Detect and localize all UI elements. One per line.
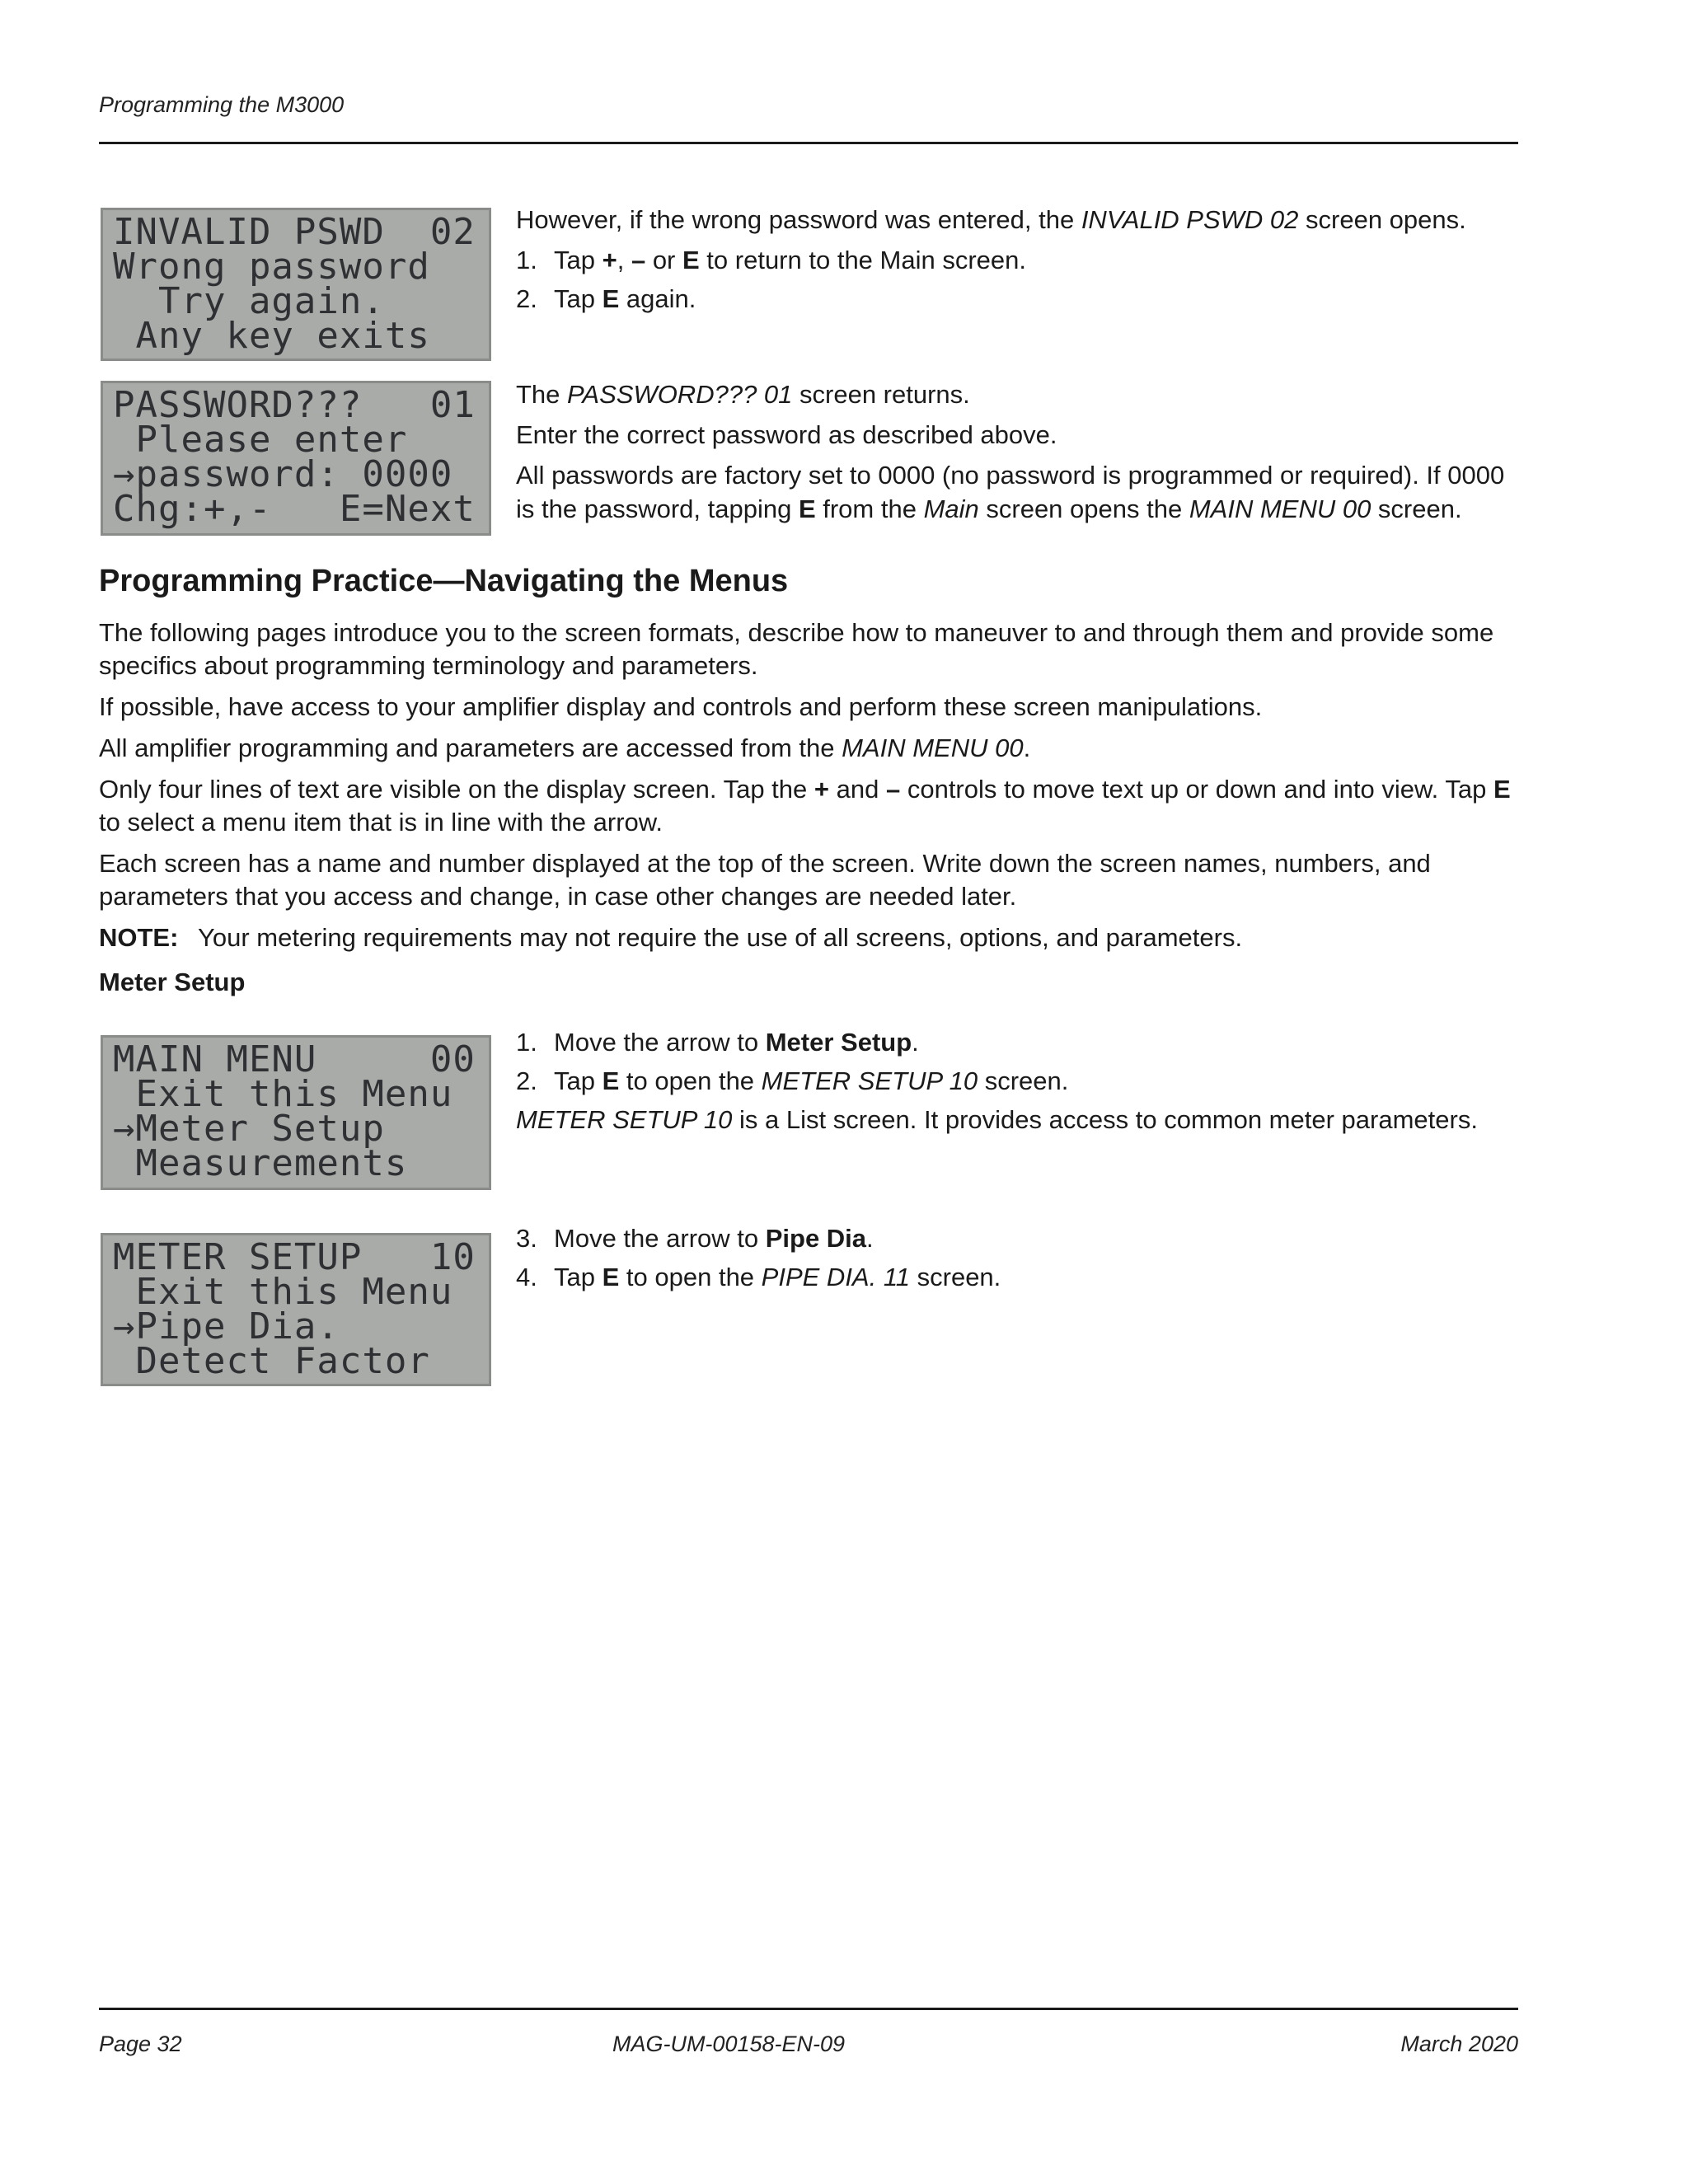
key-label: E <box>798 494 816 523</box>
lcd-line: Detect Factor <box>113 1340 430 1382</box>
meter-setup-steps <box>516 1025 1518 1143</box>
text: is a List screen. It provides access to common meter parameters. <box>732 1105 1478 1134</box>
paragraph: The following pages introduce you to the screen formats, describe how to maneuver to and through them and provide some specifics about programming terminology and parameters. <box>99 618 1494 680</box>
key-label: E <box>602 284 620 313</box>
step-number: 1. <box>516 1028 537 1057</box>
section-title: Programming Practice—Navigating the Menus <box>99 564 789 598</box>
document-id: MAG-UM-00158-EN-09 <box>612 2032 846 2056</box>
lcd-line: Any key exits <box>113 315 430 357</box>
step-item <box>516 282 1518 316</box>
lcd-invalid-password <box>101 208 491 361</box>
screen-name: PASSWORD??? 01 <box>567 380 793 409</box>
paragraph <box>99 732 1518 765</box>
text: to select a menu item that is in line with the arrow. <box>99 808 663 837</box>
screen-name: MAIN MENU 00 <box>842 733 1024 762</box>
text: All amplifier programming and parameters are accessed from the <box>99 733 842 762</box>
step-item <box>516 243 1518 277</box>
screen-name: Main <box>923 494 979 523</box>
note-text: Your metering requirements may not require the use of all screens, options, and parameters. <box>198 923 1243 952</box>
text: Tap <box>554 1066 603 1095</box>
step-item <box>516 1221 1518 1255</box>
key-label: + <box>602 246 617 274</box>
text: screen opens the <box>978 494 1189 523</box>
lcd-line: →Meter Setup <box>113 1108 385 1150</box>
text: to open the <box>619 1263 762 1291</box>
step-number: 3. <box>516 1224 537 1253</box>
paragraph <box>516 203 1518 237</box>
text: . <box>912 1028 919 1057</box>
text: and <box>829 775 886 804</box>
note <box>99 921 1518 954</box>
paragraph: Each screen has a name and number displayed at the top of the screen. Write down the screen names, numbers, and parameters that you access and change, in case other changes are needed later. <box>99 849 1431 911</box>
text: to return to the Main screen. <box>699 246 1026 274</box>
text: or <box>645 246 682 274</box>
lcd-line: METER SETUP 10 <box>113 1236 476 1278</box>
menu-item-label: Meter Setup <box>765 1028 912 1057</box>
step-number: 2. <box>516 1066 537 1095</box>
key-label: E <box>602 1263 620 1291</box>
paragraph: If possible, have access to your amplifier display and controls and perform these screen manipulations. <box>99 692 1263 721</box>
running-header: Programming the M3000 <box>99 92 345 117</box>
text: screen. <box>910 1263 1001 1291</box>
footer-rule <box>99 2008 1518 2010</box>
lcd-line: →Pipe Dia. <box>113 1305 340 1347</box>
text: The <box>516 380 568 409</box>
password-returns-text <box>516 377 1518 532</box>
publication-date: March 2020 <box>1400 2032 1518 2056</box>
lcd-line: PASSWORD??? 01 <box>113 384 476 426</box>
lcd-meter-setup <box>101 1233 491 1386</box>
lcd-line: Measurements <box>113 1142 408 1184</box>
paragraph: Enter the correct password as described above. <box>516 420 1057 449</box>
note-label: NOTE: <box>99 923 179 952</box>
key-label: + <box>814 775 830 804</box>
page-number: Page 32 <box>99 2032 182 2056</box>
lcd-line: INVALID PSWD 02 <box>113 211 476 253</box>
lcd-line: →password: 0000 <box>113 453 453 495</box>
lcd-line: Please enter <box>113 419 408 461</box>
screen-name: MAIN MENU 00 <box>1189 494 1372 523</box>
text: screen. <box>978 1066 1069 1095</box>
step-number: 4. <box>516 1263 537 1291</box>
header-rule <box>99 142 1518 144</box>
text: However, if the wrong password was entered, the <box>516 205 1081 234</box>
lcd-line: Chg:+,- E=Next <box>113 488 476 530</box>
screen-name: PIPE DIA. 11 <box>761 1263 911 1291</box>
step-number: 2. <box>516 284 537 313</box>
screen-name: METER SETUP 10 <box>761 1066 978 1095</box>
key-label: E <box>1493 775 1511 804</box>
text: screen opens. <box>1298 205 1466 234</box>
text: Move the arrow to <box>554 1028 766 1057</box>
lcd-line: Exit this Menu <box>113 1073 453 1115</box>
lcd-main-menu <box>101 1035 491 1190</box>
menu-item-label: Pipe Dia <box>765 1224 867 1253</box>
text: Only four lines of text are visible on the display screen. Tap the <box>99 775 814 804</box>
invalid-password-text <box>516 203 1518 321</box>
screen-name: INVALID PSWD 02 <box>1081 205 1299 234</box>
lcd-line: Wrong password <box>113 246 430 288</box>
paragraph <box>516 458 1518 526</box>
subsection-title: Meter Setup <box>99 968 246 996</box>
text: Tap <box>554 284 603 313</box>
key-label: E <box>602 1066 620 1095</box>
text: , <box>617 246 631 274</box>
step-item <box>516 1064 1518 1098</box>
text: screen. <box>1371 494 1462 523</box>
text: Tap <box>554 1263 603 1291</box>
text: from the <box>815 494 924 523</box>
key-label: – <box>885 775 901 804</box>
lcd-line: Exit this Menu <box>113 1271 453 1313</box>
lcd-password <box>101 381 491 536</box>
text: Tap <box>554 246 603 274</box>
pipe-dia-steps <box>516 1221 1518 1299</box>
text: again. <box>619 284 696 313</box>
text: . <box>866 1224 874 1253</box>
text: to open the <box>619 1066 762 1095</box>
screen-name: METER SETUP 10 <box>516 1105 733 1134</box>
section-body <box>99 616 1518 963</box>
text: All passwords are factory set to 0000 (no password is programmed or required). If 0000 is the password, tapping <box>516 461 1505 523</box>
text: Move the arrow to <box>554 1224 766 1253</box>
paragraph <box>99 773 1518 839</box>
text: screen returns. <box>792 380 970 409</box>
step-item <box>516 1260 1518 1294</box>
paragraph <box>516 377 1518 411</box>
lcd-line: MAIN MENU 00 <box>113 1038 476 1080</box>
key-label: – <box>631 246 646 274</box>
lcd-line: Try again. <box>113 280 385 322</box>
text: controls to move text up or down and into view. Tap <box>900 775 1493 804</box>
text: . <box>1023 733 1031 762</box>
paragraph <box>516 1103 1518 1137</box>
step-number: 1. <box>516 246 537 274</box>
key-label: E <box>682 246 700 274</box>
step-item <box>516 1025 1518 1059</box>
